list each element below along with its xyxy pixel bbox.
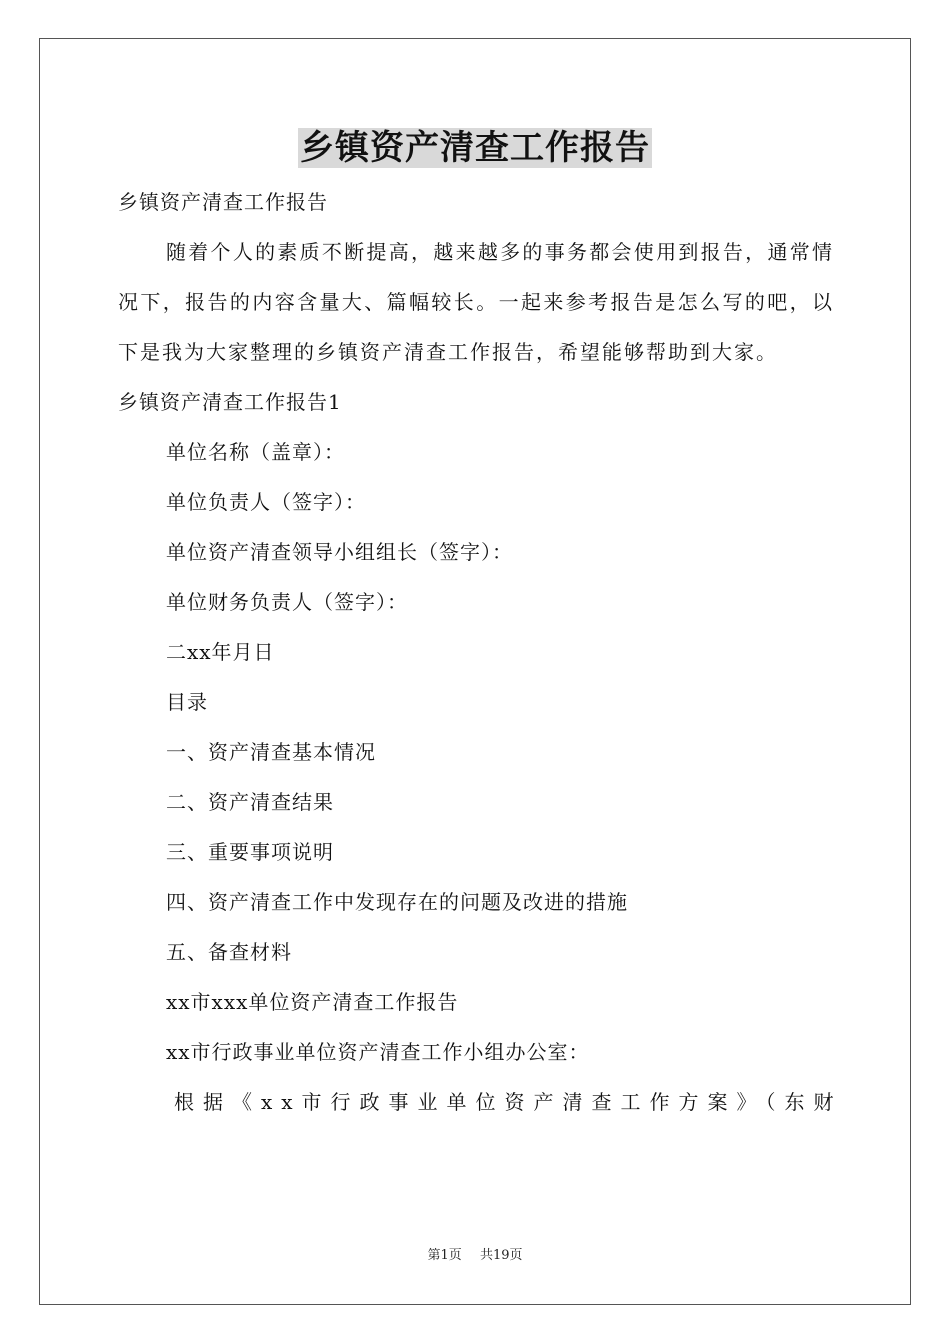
- body-text-line: 根据《xx市行政事业单位资产清查工作方案》（东财: [174, 1090, 843, 1114]
- toc-heading: 目录: [166, 690, 208, 714]
- section-heading: 乡镇资产清查工作报告1: [118, 390, 342, 414]
- unit-name-line: 单位名称（盖章）：: [166, 440, 345, 464]
- title-container: [0, 128, 950, 168]
- toc-item: 二、资产清查结果: [166, 790, 334, 814]
- toc-item: 五、备查材料: [166, 940, 292, 964]
- toc-item: 一、资产清查基本情况: [166, 740, 376, 764]
- page-number: 第1页: [427, 1248, 462, 1263]
- document-title: 乡镇资产清查工作报告: [300, 128, 650, 168]
- date-line: 二xx年月日: [166, 640, 275, 664]
- page-total: 共19页: [479, 1248, 523, 1263]
- page-footer: [0, 1247, 950, 1265]
- finance-leader-line: 单位财务负责人（签字）：: [166, 590, 408, 614]
- report-title-line: xx市xxx单位资产清查工作报告: [166, 990, 459, 1014]
- document-body: [118, 177, 843, 1127]
- intro-paragraph: 随着个人的素质不断提高，越来越多的事务都会使用到报告，通常情况下，报告的内容含量大、篇幅较长。一起来参考报告是怎么写的吧，以下是我为大家整理的乡镇资产清查工作报告，希望能够帮助到大家。: [118, 240, 834, 364]
- unit-leader-line: 单位负责人（签字）：: [166, 490, 366, 514]
- toc-item: 四、资产清查工作中发现存在的问题及改进的措施: [166, 890, 628, 914]
- group-leader-line: 单位资产清查领导小组组长（签字）：: [166, 540, 513, 564]
- addressee-line: xx市行政事业单位资产清查工作小组办公室：: [166, 1040, 590, 1064]
- document-subtitle: 乡镇资产清查工作报告: [118, 190, 328, 214]
- toc-item: 三、重要事项说明: [166, 840, 334, 864]
